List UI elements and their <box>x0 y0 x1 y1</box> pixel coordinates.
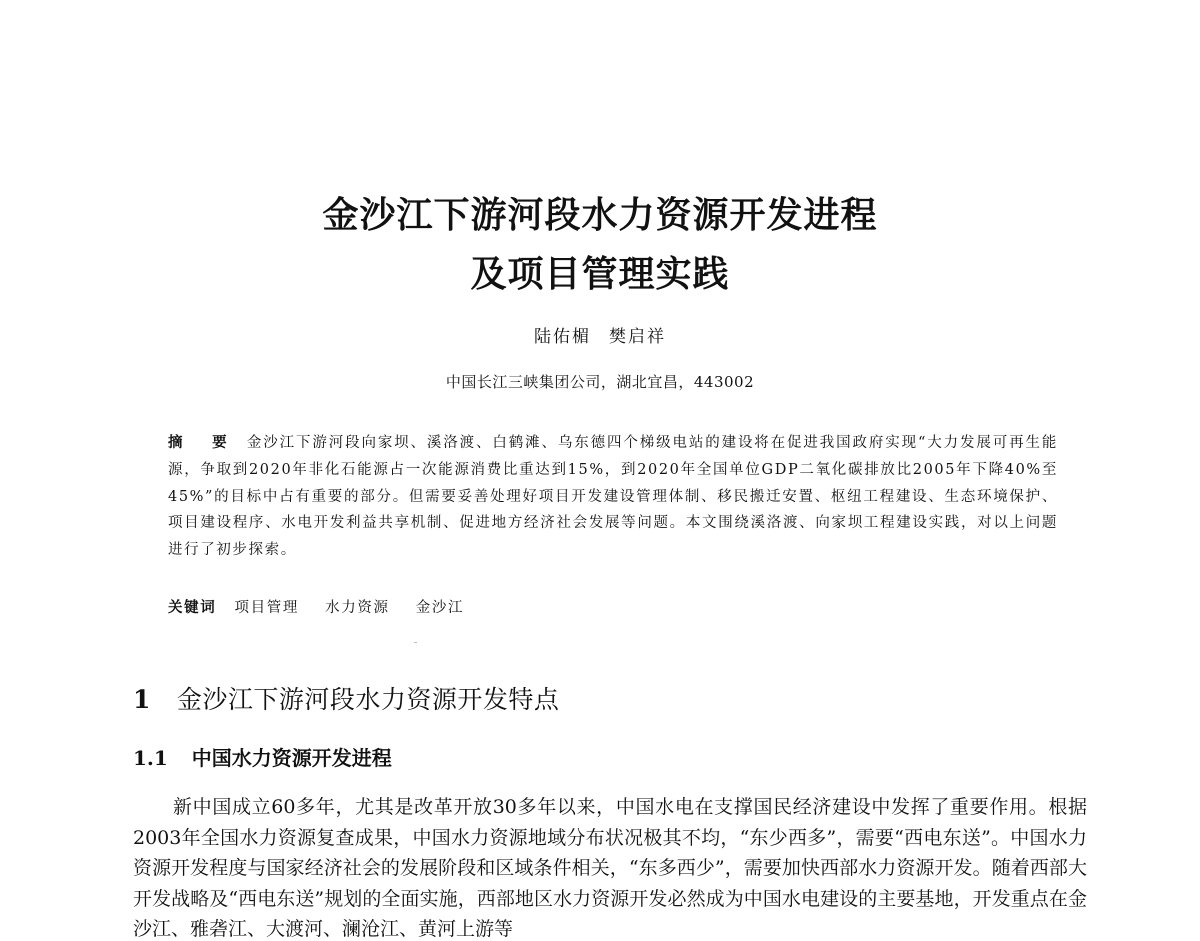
keyword: 金沙江 <box>415 600 465 616</box>
author-affiliation: 中国长江三峡集团公司，湖北宜昌，443002 <box>445 373 755 391</box>
scan-speck <box>414 642 417 643</box>
subsection-heading <box>133 742 392 771</box>
keyword: 项目管理 <box>234 600 299 616</box>
section-heading <box>133 680 559 716</box>
keywords-label: 关键词 <box>168 600 217 616</box>
paper-title-line-1: 金沙江下游河段水力资源开发进程 <box>322 195 878 236</box>
body-paragraph: 新中国成立60多年，尤其是改革开放30多年以来，中国水电在支撑国民经济建设中发挥了重要作用。根据2003年全国水力资源复查成果，中国水力资源地域分布状况极其不均，“东少西多”，需要“西电东送”。中国水力资源开发程度与国家经济社会的发展阶段和区域条件相关，“东多西少”，需要加快西部水力资源开发。随着西部大开发战略及“西电东送”规划的全面实施，西部地区水力资源开发必然成为中国水电建设的主要基地，开发重点在金沙江、雅砻江、大渡河、澜沧江、黄河上游等 <box>133 796 1087 940</box>
abstract <box>168 430 1058 564</box>
subsection-number: 1.1 <box>133 746 168 770</box>
section-title: 金沙江下游河段水力资源开发特点 <box>176 685 560 714</box>
abstract-label: 摘 要 <box>168 435 239 451</box>
keywords <box>168 596 464 617</box>
keyword: 水力资源 <box>325 600 390 616</box>
paper-title-line-2: 及项目管理实践 <box>470 254 730 295</box>
section-number: 1 <box>133 685 151 714</box>
author-list <box>0 322 1200 347</box>
subsection-title: 中国水力资源开发进程 <box>191 746 392 770</box>
author-name: 陆佑楣 <box>534 327 591 347</box>
abstract-text: 金沙江下游河段向家坝、溪洛渡、白鹤滩、乌东德四个梯级电站的建设将在促进我国政府实现“大力发展可再生能源，争取到2020年非化石能源占一次能源消费比重达到15%，到2020年全国单位GDP二氧化碳排放比2005年下降40%至45%”的目标中占有重要的部分。但需要妥善处理好项目开发建设管理体制、移民搬迁安置、枢纽工程建设、生态环境保护、项目建设程序、水电开发利益共享机制、促进地方经济社会发展等问题。本文围绕溪洛渡、向家坝工程建设实践，对以上问题进行了初步探索。 <box>168 435 1058 559</box>
author-name: 樊启祥 <box>609 327 666 347</box>
